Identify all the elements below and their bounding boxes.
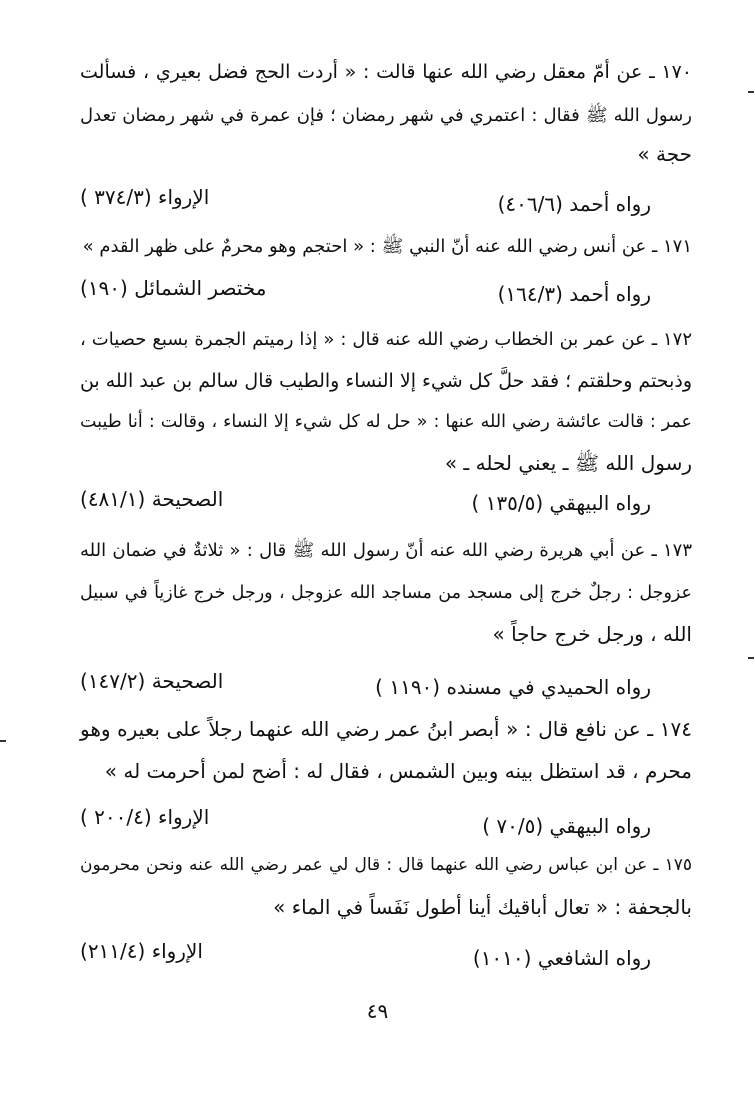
hadith-172-grade: الصحيحة (٤٨١/١) xyxy=(80,487,224,511)
page-number: ٤٩ xyxy=(366,999,389,1023)
hadith-175-source: رواه الشافعي (١٠١٠) xyxy=(472,946,651,970)
hadith-170-grade: الإرواء (٣٧٤/٣ ) xyxy=(80,185,210,209)
margin-mark xyxy=(748,91,754,93)
hadith-173-line-1: ١٧٣ ـ عن أبي هريرة رضي الله عنه أنّ رسول الله ﷺ قال : « ثلاثةٌ في ضمان الله xyxy=(80,540,692,561)
hadith-172-line-2: وذبحتم وحلقتم ؛ فقد حلَّ كل شيء إلا النساء والطيب قال سالم بن عبد الله بن xyxy=(79,370,692,392)
hadith-173-grade: الصحيحة (١٤٧/٢) xyxy=(80,669,224,693)
hadith-174-source: رواه البيهقي (٧٠/٥ ) xyxy=(482,814,651,838)
hadith-172-line-4: رسول الله ﷺ ـ يعني لحله ـ » xyxy=(444,451,692,475)
margin-mark xyxy=(748,657,754,659)
hadith-170-line-2: رسول الله ﷺ فقال : اعتمري في شهر رمضان ؛ فإن عمرة في شهر رمضان تعدل xyxy=(80,105,692,126)
hadith-171-source: رواه أحمد (١٦٤/٣) xyxy=(497,282,651,306)
margin-mark xyxy=(0,740,6,742)
hadith-174-line-1: ١٧٤ ـ عن نافع قال : « أبصر ابنُ عمر رضي الله عنهما رجلاً على بعيره وهو xyxy=(80,717,692,741)
hadith-172-source: رواه البيهقي (١٣٥/٥ ) xyxy=(471,491,651,515)
hadith-170-line-3: حجة » xyxy=(637,142,692,166)
hadith-172-line-1: ١٧٢ ـ عن عمر بن الخطاب رضي الله عنه قال : « إذا رميتم الجمرة بسبع حصيات ، xyxy=(80,329,692,350)
hadith-172-line-3: عمر : قالت عائشة رضي الله عنها : « حل له كل شيء إلا النساء ، وقالت : أنا طيبت xyxy=(80,412,692,432)
hadith-170-line-1: ١٧٠ ـ عن أمّ معقل رضي الله عنها قالت : « أردت الحج فضل بعيري ، فسألت xyxy=(80,61,692,83)
hadith-171-line-1: ١٧١ ـ عن أنس رضي الله عنه أنّ النبي ﷺ : « احتجم وهو محرمٌ على ظهر القدم » xyxy=(82,236,692,257)
hadith-170-source: رواه أحمد (٤٠٦/٦) xyxy=(497,192,651,216)
hadith-175-line-2: بالجحفة : « تعال أباقيك أينا أطول نَفَساً في الماء » xyxy=(273,895,692,919)
hadith-174-grade: الإرواء (٢٠٠/٤ ) xyxy=(80,805,210,829)
hadith-174-line-2: محرم ، قد استظل بينه وبين الشمس ، فقال له : أضح لمن أحرمت له » xyxy=(104,759,692,783)
hadith-173-line-3: الله ، ورجل خرج حاجاً » xyxy=(492,622,692,646)
hadith-171-grade: مختصر الشمائل (١٩٠) xyxy=(80,276,267,300)
hadith-175-grade: الإرواء (٢١١/٤) xyxy=(80,939,203,963)
hadith-173-source: رواه الحميدي في مسنده (١١٩٠ ) xyxy=(375,675,651,699)
hadith-173-line-2: عزوجل : رجلٌ خرج إلى مسجد من مساجد الله عزوجل ، ورجل خرج غازياً في سبيل xyxy=(80,583,692,603)
hadith-175-line-1: ١٧٥ ـ عن ابن عباس رضي الله عنهما قال : قال لي عمر رضي الله عنه ونحن محرمون xyxy=(80,855,692,875)
